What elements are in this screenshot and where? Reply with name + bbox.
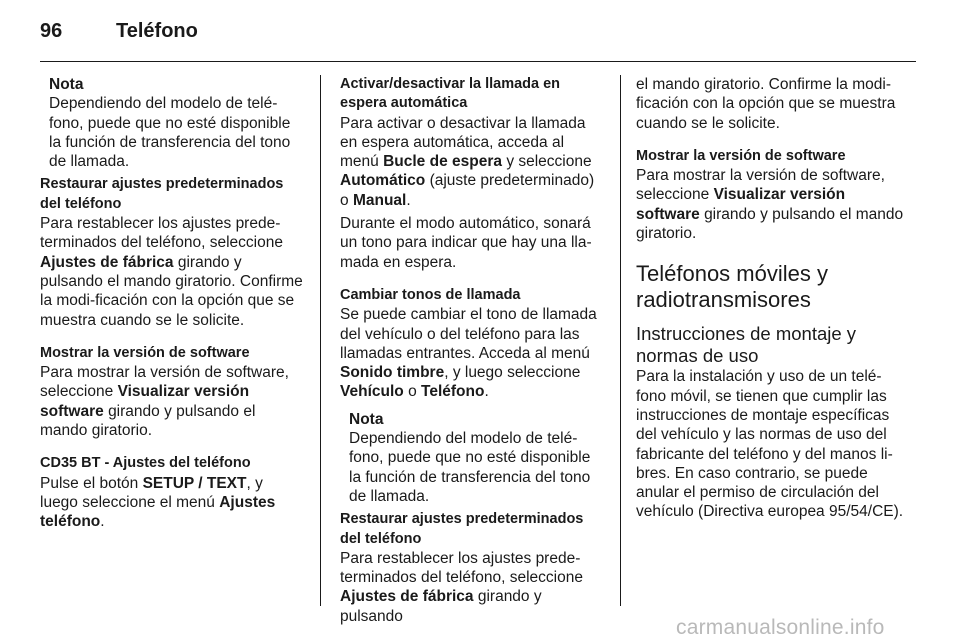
page-number: 96 <box>40 20 63 42</box>
header-rule <box>40 61 916 62</box>
watermark-text: carmanualsonline.info <box>676 616 885 639</box>
section-heading-call-waiting: Activar/desactivar la llamada en espera automática <box>340 76 561 112</box>
mounting-paragraph: Para la instalación y uso de un telé-fono móvil, se tienen que cumplir las instrucciones de montaje específicas del vehículo y las normas de uso del fabricante del teléfono y del manos li-bres. En caso contrario, se puede anular el permiso de circulación del vehículo (Directiva europea 95/54/CE). <box>636 368 904 521</box>
column-divider-2 <box>620 75 621 606</box>
section-title-mobile-phones: Teléfonos móviles y radiotransmisores <box>636 261 828 313</box>
note-text: Dependiendo del modelo de telé-fono, puede que no esté disponible la función de transferencia del tono de llamada. <box>349 430 591 505</box>
section-heading-software: Mostrar la versión de software <box>636 147 846 164</box>
ringtone-paragraph: Se puede cambiar el tono de llamada del vehículo o del teléfono para las llamadas entrantes. Acceda al menú Sonido timbre, y luego seleccione Vehículo o Teléfono. <box>340 306 597 401</box>
page-title: Teléfono <box>116 20 198 42</box>
note-block <box>349 410 605 506</box>
continued-paragraph: el mando giratorio. Confirme la modi-ficación con la opción que se muestra cuando se le solicite. <box>636 76 896 132</box>
section-heading-reset: Restaurar ajustes predeterminados del teléfono <box>40 176 284 212</box>
section-heading-cd35: CD35 BT - Ajustes del teléfono <box>40 455 251 472</box>
software-paragraph: Para mostrar la versión de software, seleccione Visualizar versión software girando y pulsando el mando giratorio. <box>636 167 904 243</box>
note-block <box>49 75 305 171</box>
note-label: Nota <box>349 410 384 428</box>
call-waiting-paragraph: Para activar o desactivar la llamada en espera automática, acceda al menú Bucle de espera y seleccione Automático (ajuste predeterminado) o Manual. <box>340 114 595 209</box>
reset-paragraph: Para restablecer los ajustes prede-terminados del teléfono, seleccione Ajustes de fábrica girando y pulsando el mando giratorio. Confirme la modi-ficación con la opción que se muestra cuando se le solicite. <box>40 215 303 329</box>
cd35-paragraph: Pulse el botón SETUP / TEXT, y luego seleccione el menú Ajustes teléfono. <box>40 474 276 531</box>
column-3 <box>636 75 906 526</box>
section-heading-ringtones: Cambiar tonos de llamada <box>340 286 521 303</box>
note-text: Dependiendo del modelo de telé-fono, puede que no esté disponible la función de transferencia del tono de llamada. <box>49 95 291 171</box>
section-heading-reset: Restaurar ajustes predeterminados del teléfono <box>340 511 584 547</box>
software-paragraph: Para mostrar la versión de software, seleccione Visualizar versión software girando y pulsando el mando giratorio. <box>40 364 289 440</box>
auto-mode-paragraph: Durante el modo automático, sonará un tono para indicar que hay una lla-mada en espera. <box>340 215 592 271</box>
column-divider-1 <box>320 75 321 606</box>
section-heading-software: Mostrar la versión de software <box>40 344 250 361</box>
subsection-title-mounting: Instrucciones de montaje y normas de uso <box>636 323 857 367</box>
column-2 <box>340 75 605 630</box>
note-label: Nota <box>49 76 84 93</box>
reset-paragraph: Para restablecer los ajustes prede-terminados del teléfono, seleccione Ajustes de fábrica girando y pulsando <box>340 549 583 625</box>
column-1 <box>40 75 305 536</box>
